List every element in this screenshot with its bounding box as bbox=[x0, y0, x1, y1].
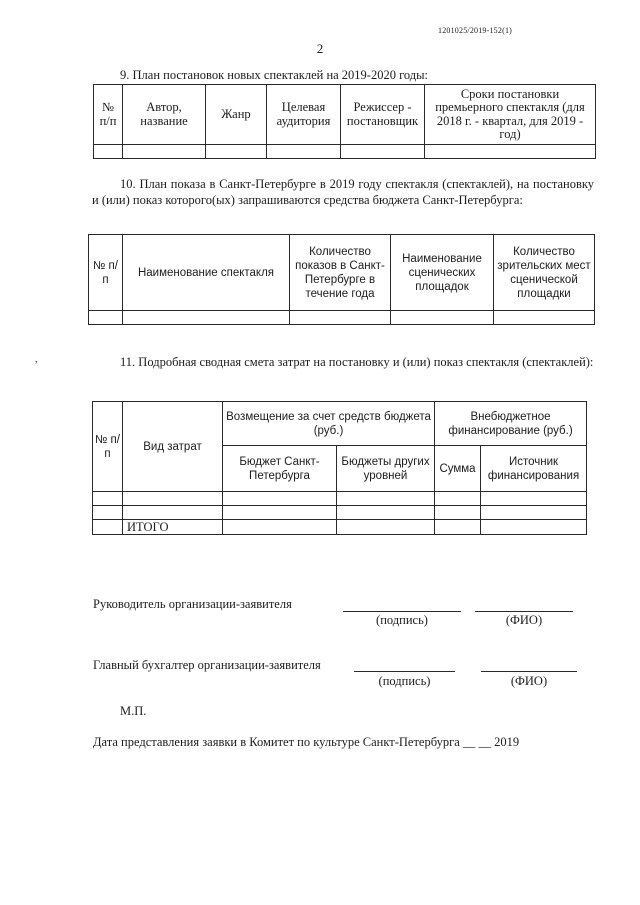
head-name-caption: (ФИО) bbox=[505, 613, 543, 627]
head-signature-label: Руководитель организации-заявителя bbox=[93, 597, 292, 611]
accountant-signature-line bbox=[354, 671, 455, 672]
table-cell bbox=[94, 145, 123, 159]
col-spb-budget: Бюджет Санкт-Петербурга bbox=[223, 446, 337, 492]
stamp-placeholder: М.П. bbox=[120, 704, 147, 718]
table-cell bbox=[123, 145, 206, 159]
section-9-heading: 9. План постановок новых спектаклей на 2019-2020 годы: bbox=[120, 68, 429, 82]
section-9-table bbox=[93, 84, 596, 159]
table-header-row bbox=[89, 235, 595, 311]
table-cell bbox=[223, 492, 337, 506]
table-cell bbox=[89, 311, 123, 325]
accountant-signature-label: Главный бухгалтер организации-заявителя bbox=[93, 658, 321, 672]
col-show-name: Наименование спектакля bbox=[123, 235, 290, 311]
table-cell bbox=[223, 520, 337, 535]
table-row bbox=[89, 311, 595, 325]
total-label: ИТОГО bbox=[123, 520, 223, 535]
table-cell bbox=[337, 506, 435, 520]
accountant-signature-caption: (подпись) bbox=[378, 674, 431, 688]
table-cell bbox=[223, 506, 337, 520]
table-cell bbox=[123, 506, 223, 520]
table-cell bbox=[93, 506, 123, 520]
page-number: 2 bbox=[316, 41, 324, 56]
col-other-budgets: Бюджеты других уровней bbox=[337, 446, 435, 492]
col-number: № п/п bbox=[89, 235, 123, 311]
col-author-title: Автор, название bbox=[123, 85, 206, 145]
accountant-name-line bbox=[481, 671, 577, 672]
table-row bbox=[93, 506, 587, 520]
table-cell bbox=[481, 506, 587, 520]
head-signature-line bbox=[343, 611, 461, 612]
col-budget-group: Возмещение за счет средств бюджета (руб.) bbox=[223, 402, 435, 446]
accountant-name-caption: (ФИО) bbox=[510, 674, 548, 688]
col-director: Режиссер - постановщик bbox=[341, 85, 425, 145]
col-premiere-dates: Сроки постановки премьерного спектакля (для 2018 г. - квартал, для 2019 - год) bbox=[425, 85, 596, 145]
table-cell bbox=[123, 311, 290, 325]
table-row bbox=[93, 492, 587, 506]
table-cell bbox=[123, 492, 223, 506]
section-10-table bbox=[88, 234, 595, 325]
table-cell bbox=[481, 520, 587, 535]
table-cell bbox=[206, 145, 267, 159]
col-funding-source: Источник финансирования bbox=[481, 446, 587, 492]
stray-mark: , bbox=[35, 354, 38, 365]
section-11-table bbox=[92, 401, 587, 535]
col-number: № п/п bbox=[94, 85, 123, 145]
table-cell bbox=[494, 311, 595, 325]
table-cell bbox=[435, 520, 481, 535]
head-signature-caption: (подпись) bbox=[376, 613, 428, 627]
col-seat-count: Количество зрительских мест сценической площадки bbox=[494, 235, 595, 311]
submission-date-line: Дата представления заявки в Комитет по культуре Санкт-Петербурга __ __ 2019 bbox=[93, 735, 520, 749]
col-stage-names: Наименование сценических площадок bbox=[391, 235, 494, 311]
table-cell bbox=[341, 145, 425, 159]
table-cell bbox=[290, 311, 391, 325]
col-extra-budget-group: Внебюджетное финансирование (руб.) bbox=[435, 402, 587, 446]
table-cell bbox=[435, 492, 481, 506]
document-id: 1201025/2019-152(1) bbox=[438, 26, 513, 35]
col-sum: Сумма bbox=[435, 446, 481, 492]
section-11-text: 11. Подробная сводная смета затрат на постановку и (или) показ спектакля (спектаклей): bbox=[120, 355, 594, 369]
table-cell bbox=[481, 492, 587, 506]
table-cell bbox=[93, 520, 123, 535]
table-cell bbox=[391, 311, 494, 325]
col-target-audience: Целевая аудитория bbox=[267, 85, 341, 145]
table-cell bbox=[93, 492, 123, 506]
col-genre: Жанр bbox=[206, 85, 267, 145]
table-cell bbox=[337, 520, 435, 535]
col-show-count: Количество показов в Санкт-Петербурге в течение года bbox=[290, 235, 391, 311]
table-header-row bbox=[93, 402, 587, 446]
section-10-text: 10. План показа в Санкт-Петербурге в 2019 году спектакля (спектаклей), на постановку и (или) показ которого(ых) запрашиваются средства бюджета Санкт-Петербурга: bbox=[92, 177, 594, 207]
table-total-row bbox=[93, 520, 587, 535]
table-cell bbox=[337, 492, 435, 506]
head-name-line bbox=[475, 611, 573, 612]
table-cell bbox=[267, 145, 341, 159]
table-cell bbox=[425, 145, 596, 159]
col-expense-type: Вид затрат bbox=[123, 402, 223, 492]
table-cell bbox=[435, 506, 481, 520]
col-number: № п/п bbox=[93, 402, 123, 492]
table-row bbox=[94, 145, 596, 159]
table-header-row bbox=[94, 85, 596, 145]
